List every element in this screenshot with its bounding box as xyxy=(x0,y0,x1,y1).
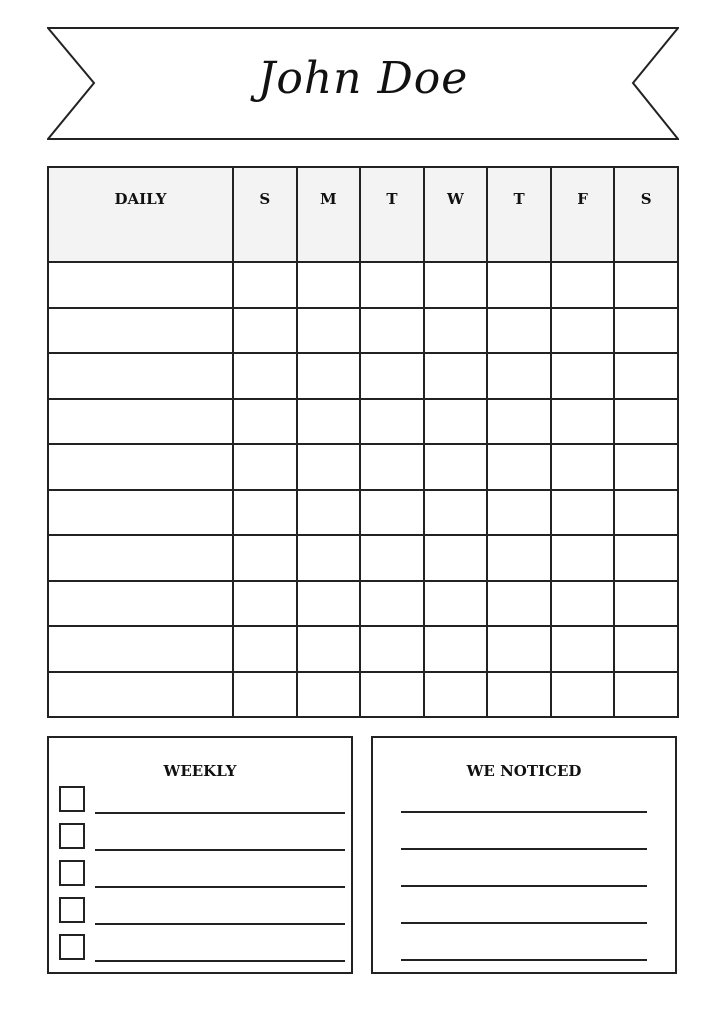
weekly-write-line[interactable] xyxy=(95,812,345,814)
day-check-cell[interactable] xyxy=(551,626,615,672)
day-check-cell[interactable] xyxy=(424,490,488,536)
weekly-checkbox[interactable] xyxy=(59,934,85,960)
day-check-cell[interactable] xyxy=(297,444,361,490)
day-check-cell[interactable] xyxy=(297,626,361,672)
day-check-cell[interactable] xyxy=(614,581,678,627)
weekly-item xyxy=(59,786,345,814)
habit-name-cell[interactable] xyxy=(48,490,233,536)
day-check-cell[interactable] xyxy=(487,490,551,536)
day-check-cell[interactable] xyxy=(360,399,424,445)
name-banner xyxy=(47,27,679,140)
day-check-cell[interactable] xyxy=(551,672,615,718)
weekly-checkbox[interactable] xyxy=(59,860,85,886)
day-check-cell[interactable] xyxy=(551,535,615,581)
table-row xyxy=(48,490,678,536)
header-daily: DAILY xyxy=(48,167,233,262)
day-check-cell[interactable] xyxy=(551,581,615,627)
day-check-cell[interactable] xyxy=(614,535,678,581)
noticed-write-line[interactable] xyxy=(401,848,647,850)
table-row xyxy=(48,581,678,627)
day-check-cell[interactable] xyxy=(551,490,615,536)
habit-name-cell[interactable] xyxy=(48,581,233,627)
day-check-cell[interactable] xyxy=(487,308,551,354)
day-check-cell[interactable] xyxy=(233,626,297,672)
day-check-cell[interactable] xyxy=(551,308,615,354)
day-check-cell[interactable] xyxy=(233,262,297,308)
day-check-cell[interactable] xyxy=(233,308,297,354)
header-thursday: T xyxy=(487,167,551,262)
day-check-cell[interactable] xyxy=(424,581,488,627)
table-row xyxy=(48,399,678,445)
noticed-write-line[interactable] xyxy=(401,922,647,924)
we-noticed-box xyxy=(371,736,677,974)
day-check-cell[interactable] xyxy=(551,353,615,399)
header-tuesday: T xyxy=(360,167,424,262)
habit-name-cell[interactable] xyxy=(48,308,233,354)
day-check-cell[interactable] xyxy=(233,535,297,581)
day-check-cell[interactable] xyxy=(614,444,678,490)
day-check-cell[interactable] xyxy=(614,308,678,354)
day-check-cell[interactable] xyxy=(424,399,488,445)
header-saturday: S xyxy=(614,167,678,262)
day-check-cell[interactable] xyxy=(297,399,361,445)
day-check-cell[interactable] xyxy=(297,308,361,354)
noticed-write-line[interactable] xyxy=(401,959,647,961)
noticed-write-line[interactable] xyxy=(401,885,647,887)
day-check-cell[interactable] xyxy=(297,581,361,627)
day-check-cell[interactable] xyxy=(233,399,297,445)
table-row xyxy=(48,444,678,490)
day-check-cell[interactable] xyxy=(360,262,424,308)
header-sunday: S xyxy=(233,167,297,262)
day-check-cell[interactable] xyxy=(614,490,678,536)
table-row xyxy=(48,672,678,718)
weekly-title: WEEKLY xyxy=(163,762,237,780)
header-wednesday: W xyxy=(424,167,488,262)
weekly-write-line[interactable] xyxy=(95,960,345,962)
day-check-cell[interactable] xyxy=(360,490,424,536)
day-check-cell[interactable] xyxy=(424,353,488,399)
weekly-item xyxy=(59,934,345,962)
day-check-cell[interactable] xyxy=(233,672,297,718)
day-check-cell[interactable] xyxy=(233,490,297,536)
day-check-cell[interactable] xyxy=(297,353,361,399)
weekly-write-line[interactable] xyxy=(95,923,345,925)
day-check-cell[interactable] xyxy=(487,353,551,399)
weekly-checkbox[interactable] xyxy=(59,897,85,923)
weekly-item xyxy=(59,897,345,925)
day-check-cell[interactable] xyxy=(614,672,678,718)
day-check-cell[interactable] xyxy=(233,444,297,490)
habit-name-cell[interactable] xyxy=(48,262,233,308)
day-check-cell[interactable] xyxy=(424,672,488,718)
table-body xyxy=(48,262,678,717)
day-check-cell[interactable] xyxy=(487,626,551,672)
weekly-checkbox[interactable] xyxy=(59,823,85,849)
day-check-cell[interactable] xyxy=(551,444,615,490)
day-check-cell[interactable] xyxy=(360,353,424,399)
weekly-item xyxy=(59,860,345,888)
day-check-cell[interactable] xyxy=(487,399,551,445)
habit-name-cell[interactable] xyxy=(48,353,233,399)
noticed-write-line[interactable] xyxy=(401,811,647,813)
habit-name-cell[interactable] xyxy=(48,399,233,445)
day-check-cell[interactable] xyxy=(233,581,297,627)
header-friday: F xyxy=(551,167,615,262)
day-check-cell[interactable] xyxy=(233,353,297,399)
day-check-cell[interactable] xyxy=(360,444,424,490)
day-check-cell[interactable] xyxy=(551,399,615,445)
day-check-cell[interactable] xyxy=(360,672,424,718)
habit-name-cell[interactable] xyxy=(48,535,233,581)
day-check-cell[interactable] xyxy=(614,626,678,672)
day-check-cell[interactable] xyxy=(297,262,361,308)
weekly-checkbox[interactable] xyxy=(59,786,85,812)
table-row xyxy=(48,626,678,672)
habit-name-cell[interactable] xyxy=(48,672,233,718)
weekly-box xyxy=(47,736,353,974)
habit-name-cell[interactable] xyxy=(48,626,233,672)
day-check-cell[interactable] xyxy=(487,581,551,627)
person-name[interactable]: John Doe xyxy=(257,53,469,104)
day-check-cell[interactable] xyxy=(614,353,678,399)
day-check-cell[interactable] xyxy=(297,535,361,581)
we-noticed-title: WE NOTICED xyxy=(466,762,582,780)
day-check-cell[interactable] xyxy=(551,262,615,308)
day-check-cell[interactable] xyxy=(424,262,488,308)
day-check-cell[interactable] xyxy=(297,672,361,718)
weekly-write-line[interactable] xyxy=(95,849,345,851)
day-check-cell[interactable] xyxy=(614,262,678,308)
day-check-cell[interactable] xyxy=(424,626,488,672)
table-row xyxy=(48,308,678,354)
weekly-item xyxy=(59,823,345,851)
day-check-cell[interactable] xyxy=(360,535,424,581)
day-check-cell[interactable] xyxy=(424,308,488,354)
day-check-cell[interactable] xyxy=(297,490,361,536)
table-row xyxy=(48,262,678,308)
day-check-cell[interactable] xyxy=(487,444,551,490)
table-row xyxy=(48,535,678,581)
table-header-row xyxy=(48,167,678,262)
header-monday: M xyxy=(297,167,361,262)
day-check-cell[interactable] xyxy=(487,535,551,581)
day-check-cell[interactable] xyxy=(360,581,424,627)
day-check-cell[interactable] xyxy=(487,262,551,308)
day-check-cell[interactable] xyxy=(360,308,424,354)
day-check-cell[interactable] xyxy=(424,444,488,490)
day-check-cell[interactable] xyxy=(614,399,678,445)
habit-name-cell[interactable] xyxy=(48,444,233,490)
day-check-cell[interactable] xyxy=(487,672,551,718)
day-check-cell[interactable] xyxy=(360,626,424,672)
weekly-write-line[interactable] xyxy=(95,886,345,888)
daily-habit-table xyxy=(47,166,679,718)
table-row xyxy=(48,353,678,399)
day-check-cell[interactable] xyxy=(424,535,488,581)
